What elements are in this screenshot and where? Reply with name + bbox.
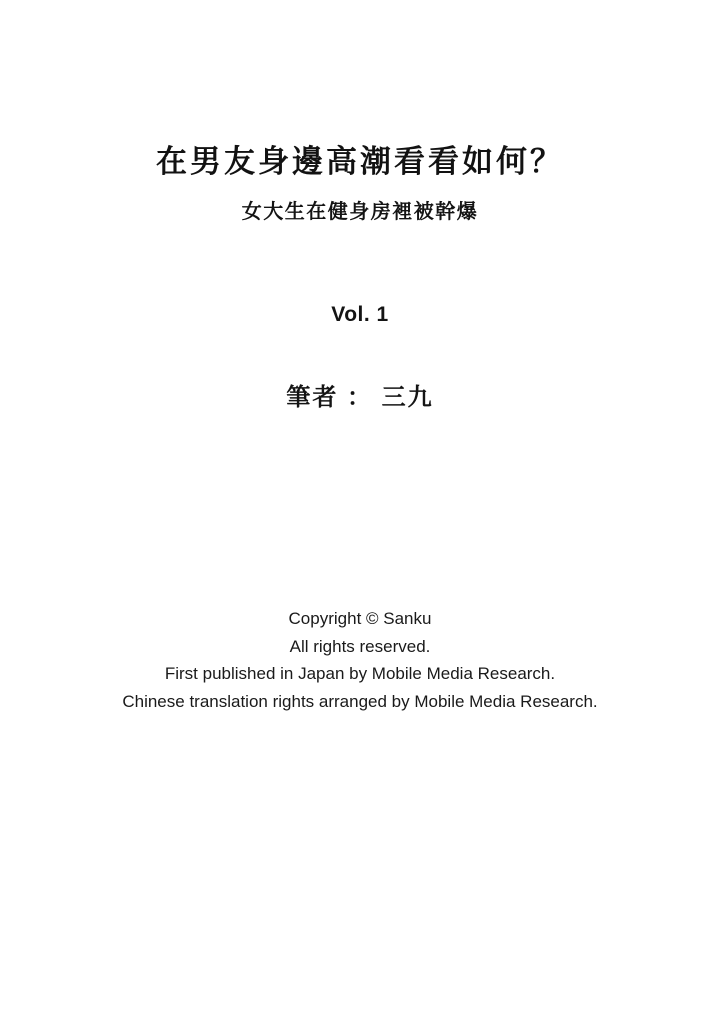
copyright-block xyxy=(0,605,720,715)
copyright-line-4: Chinese translation rights arranged by Mobile Media Research. xyxy=(122,691,598,711)
copyright-line-1: Copyright © Sanku xyxy=(288,609,432,628)
copyright-line-2: All rights reserved. xyxy=(289,636,431,656)
title-block xyxy=(0,143,720,225)
copyright-line-3: First published in Japan by Mobile Media Research. xyxy=(164,664,556,683)
page-title: 在男友身邊高潮看看如何？ xyxy=(156,144,564,179)
volume-label: Vol. 1 xyxy=(331,303,389,326)
page-subtitle: 女大生在健身房裡被幹爆 xyxy=(241,201,479,224)
author-label: 筆者 ： 三九 xyxy=(286,384,434,411)
